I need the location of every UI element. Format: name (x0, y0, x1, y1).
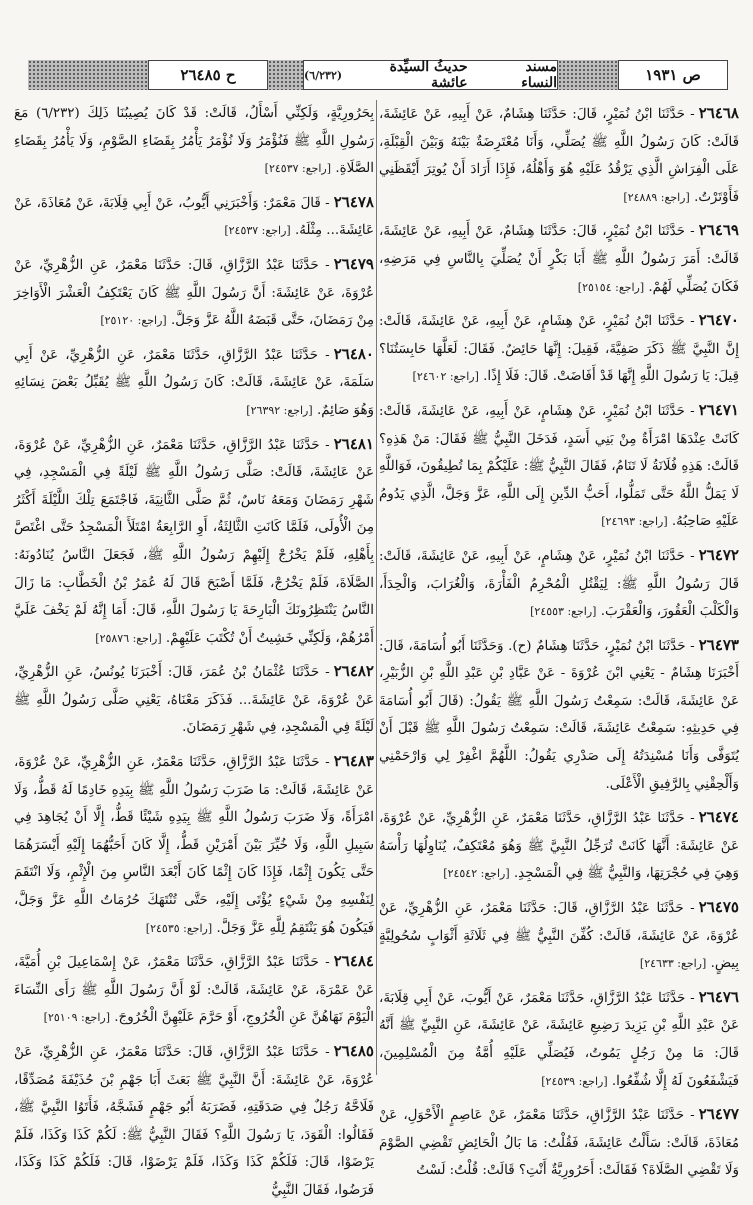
hadith-text: - حَدَّثَنَا عَبْدُ الرَّزَّاقِ، حَدَّثَنَا مَعْمَرٌ، عَنْ إِسْمَاعِيلَ بْنِ أُمَيَّةَ، عَنْ عَمْرَةَ، عَنْ عَائِشَةَ، قَالَتْ: لَوْ أَنَّ رَسُولَ اللَّهِ ﷺ رَأَى النِّسَاءَ الْيَوْمَ نَهَاهُنَّ عَنِ الْخُرُوجِ، أَوْ حَرَّمَ عَلَيْهِنَّ الْخُرُوجَ. (14, 955, 374, 1026)
hadith-text: - حَدَّثَنَا عُثْمَانُ بْنُ عُمَرَ، قَالَ: أَخْبَرَنَا يُونُسُ، عَنِ الزُّهْرِيِّ، عَنْ عُرْوَةَ، عَنْ عَائِشَةَ... فَذَكَرَ مَعْنَاهُ، يَعْنِي صَلَّى رَسُولُ اللَّهِ ﷺ لَيْلَةً فِي الْمَسْجِدِ، فِي شَهْرِ رَمَضَانَ. (14, 665, 374, 736)
hadith-text: - قَالَ مَعْمَرٌ: وَأَخْبَرَنِي أَيُّوبُ، عَنْ أَبِي قِلَابَةَ، عَنْ مُعَاذَةَ، عَنْ عَائِشَةَ... مِثْلَهُ. (14, 195, 374, 239)
hadith-entry (379, 100, 739, 211)
hadith-text: بِحَرُورِيَّةٍ، وَلَكِنِّي أَسْأَلُ، قَالَتْ: قَدْ كَانَ يُصِيبُنَا ذَلِكَ (٦/٢٣٢) مَعَ رَسُولِ اللَّهِ ﷺ فَنُؤْمَرُ وَلَا نُؤْمَرُ يَأْمُرُ بِقَضَاءِ الصَّوْمِ، وَلَا يَأْمُرُ بِقَضَاءِ الصَّلَاةِ. (14, 106, 374, 177)
hadith-number: ٢٦٤٧٢ (698, 545, 739, 564)
hadith-entry (14, 748, 374, 942)
hadith-entry (379, 542, 739, 626)
hadith-text: - حَدَّثَنَا عَبْدُ الرَّزَّاقِ، حَدَّثَنَا مَعْمَرٌ، عَنْ عَاصِمٍ الْأَحْوَلِ، عَنْ مُعَاذَةَ، قَالَتْ: سَأَلْتُ عَائِشَةَ، فَقُلْتُ: مَا بَالُ الْحَائِضِ تَقْضِي الصَّوْمَ وَلَا تَقْضِي الصَّلَاةَ؟ فَقَالَتْ: أَحَرُورِيَّةٌ أَنْتِ؟ قَالَتْ: قُلْتُ: لَسْتُ (379, 1108, 739, 1179)
cross-reference: [راجع: ٢٤٦٩٣] (601, 515, 668, 529)
hadith-number: ٢٦٤٧٨ (333, 192, 374, 211)
hadith-entry (379, 217, 739, 301)
hadith-text: - حَدَّثَنَا عَبْدُ الرَّزَّاقِ، قَالَ: حَدَّثَنَا مَعْمَرٌ، عَنِ الزُّهْرِيِّ، عَنْ عُرْوَةَ، عَنْ عَائِشَةَ: أَنَّ النَّبِيَّ ﷺ بَعَثَ أَبَا جَهْمِ بْنَ حُذَيْفَةَ مُصَدِّقًا، فَلَاحَّهُ رَجُلٌ فِي صَدَقَتِهِ، فَضَرَبَهُ أَبُو جَهْمٍ فَشَجَّهُ، فَأَتَوُا النَّبِيَّ ﷺ، فَقَالُوا: الْقَوَدَ، يَا رَسُولَ اللَّهِ؟ فَقَالَ النَّبِيُّ ﷺ: لَكُمْ كَذَا وَكَذَا، فَلَمْ يَرْضَوْا، قَالَ: فَلَكُمْ كَذَا وَكَذَا، فَلَمْ يَرْضَوْا، قَالَ: فَلَكُمْ كَذَا وَكَذَا، فَرَضُوا، فَقَالَ النَّبِيُّ (14, 1045, 374, 1198)
column-divider (376, 100, 377, 1075)
cross-reference: [راجع: ٢٤٥٥٣] (530, 605, 597, 619)
cross-reference: [راجع: ٢٤٥٣٧] (264, 162, 332, 176)
hadith-entry (14, 251, 374, 335)
page-number (618, 60, 728, 90)
book-title: مسند النساء (521, 59, 557, 91)
cross-reference: [راجع: ٢٥٨٧٦] (95, 631, 162, 645)
hadith-entry (14, 431, 374, 653)
cross-reference: [راجع: ٢٤٥٣٩] (541, 1074, 608, 1088)
hadith-text: - حَدَّثَنَا عَبْدُ الرَّزَّاقِ، حَدَّثَنَا مَعْمَرٌ، عَنِ الزُّهْرِيِّ، عَنْ عُرْوَةَ، عَنْ عَائِشَةَ: أَنَّهَا كَانَتْ تُرَجِّلُ النَّبِيَّ ﷺ وَهُوَ مُعْتَكِفٌ، يُنَاوِلُهَا رَأْسَهُ وَهِيَ فِي حُجْرَتِهَا، وَالنَّبِيُّ ﷺ فِي الْمَسْجِدِ. (379, 811, 739, 882)
header-ornament (268, 60, 303, 90)
volume-reference: (٦/٢٣٢) (304, 68, 343, 82)
hadith-number: ٢٦٤٦٨ (698, 104, 739, 122)
hadith-number: ٢٦٤٧٠ (698, 311, 739, 330)
hadith-entry (14, 658, 374, 742)
hadith-text: - حَدَّثَنَا ابْنُ نُمَيْرٍ، حَدَّثَنَا هِشَامٌ (ح). وَحَدَّثَنَا أَبُو أُسَامَةَ، قَالَ: أَخْبَرَنَا هِشَامٌ - يَعْنِي ابْنَ عُرْوَةَ - عَنْ عَبَّادِ بْنِ عَبْدِ اللَّهِ بْنِ الزُّبَيْرِ، عَنْ عَائِشَةَ، قَالَتْ: سَمِعْتُ رَسُولَ اللَّهِ ﷺ يَقُولُ: (قَالَ أَبُو أُسَامَةَ فِي حَدِيثِهِ: سَمِعْتُ عَائِشَةَ، قَالَتْ: سَمِعْتُ رَسُولَ اللَّهِ ﷺ قَبْلَ أَنْ يُتَوَفَّى وَأَنَا مُسْنِدَتُهُ إِلَى صَدْرِي يَقُولُ: اللَّهُمَّ اغْفِرْ لِي وَارْحَمْنِي وَأَلْحِقْنِي بِالرَّفِيقِ الْأَعْلَى. (379, 638, 739, 792)
hadith-entry (14, 1038, 374, 1205)
hadith-entry (379, 984, 739, 1095)
hadith-text: - حَدَّثَنَا عَبْدُ الرَّزَّاقِ، قَالَ: حَدَّثَنَا مَعْمَرٌ، عَنِ الزُّهْرِيِّ، عَنْ عُرْوَةَ، عَنْ عَائِشَةَ: أَنَّ رَسُولَ اللَّهِ ﷺ كَانَ يَعْتَكِفُ الْعَشْرَ الْأَوَاخِرَ مِنْ رَمَضَانَ، حَتَّى قَبَضَهُ اللَّهُ عَزَّ وَجَلَّ. (14, 257, 374, 329)
hadith-text: - حَدَّثَنَا ابْنُ نُمَيْرٍ، عَنْ هِشَامٍ، عَنْ أَبِيهِ، عَنْ عَائِشَةَ، قَالَتْ: كَانَتْ عِنْدَهَا امْرَأَةٌ مِنْ بَنِي أَسَدٍ، فَدَخَلَ النَّبِيُّ ﷺ فَقَالَ: مَنْ هَذِهِ؟ قَالَتْ: هَذِهِ فُلَانَةُ لَا تَنَامُ، فَقَالَ النَّبِيُّ ﷺ: عَلَيْكُمْ بِمَا تُطِيقُونَ، فَوَاللَّهِ لَا يَمَلُّ اللَّهُ حَتَّى تَمَلُّوا، أَحَبُّ الدِّينِ إِلَى اللَّهِ، عَزَّ وَجَلَّ، الَّذِي يَدُومُ عَلَيْهِ صَاحِبُهُ. (379, 403, 739, 530)
running-header (28, 60, 728, 90)
hadith-entry (14, 948, 374, 1032)
hadith-number: ٢٦٤٧٣ (698, 635, 739, 654)
cross-reference: [راجع: ٢٤٥٣٥] (145, 921, 213, 935)
hadith-number: ٢٦٤٨٠ (333, 344, 374, 363)
hadith-text: - حَدَّثَنَا ابْنُ نُمَيْرٍ، عَنْ هِشَامٍ، عَنْ أَبِيهِ، عَنْ عَائِشَةَ، قَالَتْ: قَالَ رَسُولُ اللَّهِ ﷺ: لِيَقْتُلِ الْمُحْرِمُ الْفَأْرَةَ، وَالْغُرَابَ، وَالْحِدَأَ، وَالْكَلْبَ الْعَقُورَ، وَالْعَقْرَبَ. (379, 548, 739, 620)
header-ornament (558, 60, 618, 90)
hadith-text: - حَدَّثَنَا عَبْدُ الرَّزَّاقِ، حَدَّثَنَا مَعْمَرٌ، عَنِ الزُّهْرِيِّ، عَنْ أَبِي سَلَمَةَ، عَنْ عَائِشَةَ، قَالَتْ: كَانَ رَسُولُ اللَّهِ ﷺ يُقَبِّلُ بَعْضَ نِسَائِهِ وَهُوَ صَائِمٌ. (14, 347, 374, 418)
hadith-entry (379, 307, 739, 391)
hadith-number: ٢٦٤٨١ (333, 434, 374, 453)
section-title: حديثُ السيِّدة عائشة (389, 59, 468, 91)
cross-reference: [راجع: ٢٤٥٣٧] (224, 224, 291, 238)
hadith-number: ٢٦٤٨٤ (333, 952, 374, 971)
cross-reference: [راجع: ٢٥١٥٤] (577, 280, 645, 294)
hadith-text: - حَدَّثَنَا عَبْدُ الرَّزَّاقِ، حَدَّثَنَا مَعْمَرٌ، عَنِ الزُّهْرِيِّ، عَنْ عُرْوَةَ، عَنْ عَائِشَةَ، قَالَتْ: صَلَّى رَسُولُ اللَّهِ ﷺ لَيْلَةً فِي الْمَسْجِدِ، فِي شَهْرِ رَمَضَانَ وَمَعَهُ نَاسٌ، ثُمَّ صَلَّى الثَّانِيَةَ، فَاجْتَمَعَ تِلْكَ اللَّيْلَةَ أَكْثَرُ مِنَ الْأُولَى، فَلَمَّا كَانَتِ الثَّالِثَةُ، أَوِ الرَّابِعَةُ امْتَلَأَ الْمَسْجِدُ حَتَّى اغْتَصَّ بِأَهْلِهِ، فَلَمْ يَخْرُجْ إِلَيْهِمْ رَسُولُ اللَّهِ ﷺ، فَجَعَلَ النَّاسُ يُنَادُونَهُ: الصَّلَاةَ، فَلَمْ يَخْرُجْ، فَلَمَّا أَصْبَحَ قَالَ لَهُ عُمَرُ بْنُ الْخَطَّابِ: مَا زَالَ النَّاسُ يَنْتَظِرُونَكَ الْبَارِحَةَ يَا رَسُولَ اللَّهِ، قَالَ: أَمَا إِنَّهُ لَمْ يَخْفَ عَلَيَّ أَمْرُهُمْ، وَلَكِنِّي خَشِيتُ أَنْ تُكْتَبَ عَلَيْهِمْ. (14, 437, 374, 646)
hadith-text: - حَدَّثَنَا ابْنُ نُمَيْرٍ، قَالَ: حَدَّثَنَا هِشَامٌ، عَنْ أَبِيهِ، عَنْ عَائِشَةَ، قَالَتْ: أَمَرَ رَسُولُ اللَّهِ ﷺ أَبَا بَكْرٍ أَنْ يُصَلِّيَ بِالنَّاسِ فِي مَرَضِهِ، فَكَانَ يُصَلِّي لَهُمْ. (379, 224, 739, 295)
cross-reference: [راجع: ٢٤٥٤٢] (443, 867, 510, 881)
header-ornament (28, 60, 148, 90)
cross-reference: [راجع: ٢٥١٢٠] (100, 314, 167, 328)
right-column (379, 100, 739, 1179)
hadith-number: ٢٦٤٧٦ (698, 987, 739, 1006)
cross-reference: [راجع: ٢٤٨٨٩] (623, 190, 690, 204)
hadith-entry (14, 100, 374, 183)
hadith-entry (14, 341, 374, 425)
hadith-text: - حَدَّثَنَا عَبْدُ الرَّزَّاقِ، حَدَّثَنَا مَعْمَرٌ، عَنْ أَيُّوبَ، عَنْ أَبِي قِلَابَةَ، عَنْ عَبْدِ اللَّهِ بْنِ يَزِيدَ رَضِيعِ عَائِشَةَ، عَنْ عَائِشَةَ، عَنِ النَّبِيِّ ﷺ أَنَّهُ قَالَ: مَا مِنْ رَجُلٍ يَمُوتُ، فَيُصَلِّي عَلَيْهِ أُمَّةٌ مِنَ الْمُسْلِمِينَ، فَيَشْفَعُونَ لَهُ إِلَّا شُفِّعُوا. (379, 990, 739, 1089)
hadith-range-text: ح ٢٦٤٨٥ (180, 66, 236, 84)
hadith-number: ٢٦٤٨٥ (333, 1042, 374, 1060)
hadith-entry (379, 632, 739, 799)
hadith-number: ٢٦٤٧٧ (698, 1105, 739, 1124)
hadith-text: - حَدَّثَنَا عَبْدُ الرَّزَّاقِ، قَالَ: حَدَّثَنَا مَعْمَرٌ، عَنِ الزُّهْرِيِّ، عَنْ عُرْوَةَ، عَنْ عَائِشَةَ، قَالَتْ: كُفِّنَ النَّبِيُّ ﷺ فِي ثَلَاثَةِ أَثْوَابٍ سُحُولِيَّةٍ بِيضٍ. (379, 901, 739, 972)
hadith-number: ٢٦٤٨٣ (333, 752, 374, 771)
hadith-text: - حَدَّثَنَا ابْنُ نُمَيْرٍ، عَنْ هِشَامٍ، عَنْ أَبِيهِ، عَنْ عَائِشَةَ، قَالَتْ: إِنَّ النَّبِيَّ ﷺ ذَكَرَ صَفِيَّةَ، فَقِيلَ: إِنَّهَا حَائِضٌ. فَقَالَ: لَعَلَّهَا حَابِسَتُنَا؟ قِيلَ: يَا رَسُولَ اللَّهِ إِنَّهَا قَدْ أَفَاضَتْ. قَالَ: فَلَا إِذًا. (379, 314, 739, 385)
hadith-entry (379, 397, 739, 536)
hadith-number: ٢٦٤٧٤ (698, 808, 739, 827)
hadith-number: ٢٦٤٧٥ (698, 898, 739, 917)
hadith-entry (14, 189, 374, 245)
page-number-text: ص ١٩٣١ (645, 66, 701, 84)
hadith-number: ٢٦٤٨٢ (333, 662, 374, 681)
header-title (303, 60, 558, 90)
hadith-number: ٢٦٤٧١ (698, 400, 739, 419)
hadith-number: ٢٦٤٦٩ (698, 221, 739, 240)
hadith-text: - حَدَّثَنَا ابْنُ نُمَيْرٍ، قَالَ: حَدَّثَنَا هِشَامٌ، عَنْ أَبِيهِ، عَنْ عَائِشَةَ، قَالَتْ: كَانَ رَسُولُ اللَّهِ ﷺ يُصَلِّي، وَأَنَا مُعْتَرِضَةٌ بَيْنَهُ وَبَيْنَ الْقِبْلَةِ، عَلَى الْفِرَاشِ الَّذِي يَرْقُدُ عَلَيْهِ هُوَ وَأَهْلُهُ، فَإِذَا أَرَادَ أَنْ يُوتِرَ أَيْقَظَنِي فَأَوْتَرْتُ. (379, 107, 739, 205)
hadith-entry (379, 1101, 739, 1185)
cross-reference: [راجع: ٢٤٦٣٣] (639, 957, 707, 971)
hadith-text: - حَدَّثَنَا عَبْدُ الرَّزَّاقِ، حَدَّثَنَا مَعْمَرٌ، عَنِ الزُّهْرِيِّ، عَنْ عُرْوَةَ، عَنْ عَائِشَةَ، قَالَتْ: مَا ضَرَبَ رَسُولُ اللَّهِ ﷺ بِيَدِهِ خَادِمًا لَهُ قَطُّ، وَلَا امْرَأَةً، وَلَا ضَرَبَ رَسُولُ اللَّهِ ﷺ بِيَدِهِ شَيْئًا قَطُّ، إِلَّا أَنْ يُجَاهِدَ فِي سَبِيلِ اللَّهِ، وَلَا خُيِّرَ بَيْنَ أَمْرَيْنِ قَطُّ، إِلَّا كَانَ أَحَبُّهُمَا إِلَيْهِ أَيْسَرَهُمَا حَتَّى يَكُونَ إِثْمًا، فَإِذَا كَانَ إِثْمًا كَانَ أَبْعَدَ النَّاسِ مِنَ الْإِثْمِ، وَلَا انْتَقَمَ لِنَفْسِهِ مِنْ شَيْءٍ يُؤْتَى إِلَيْهِ، حَتَّى تُنْتَهَكَ حُرُمَاتُ اللَّهِ عَزَّ وَجَلَّ، فَيَكُونَ هُوَ يَنْتَقِمُ لِلَّهِ عَزَّ وَجَلَّ. (14, 755, 374, 936)
hadith-range (148, 60, 268, 90)
cross-reference: [راجع: ٢٥١٠٩] (43, 1011, 111, 1025)
cross-reference: [راجع: ٢٤٦٠٢] (412, 370, 479, 384)
hadith-number: ٢٦٤٧٩ (333, 254, 374, 273)
hadith-entry (379, 804, 739, 888)
hadith-entry (379, 894, 739, 978)
left-column (14, 100, 374, 1198)
cross-reference: [راجع: ٢٦٣٩٢] (246, 403, 313, 417)
